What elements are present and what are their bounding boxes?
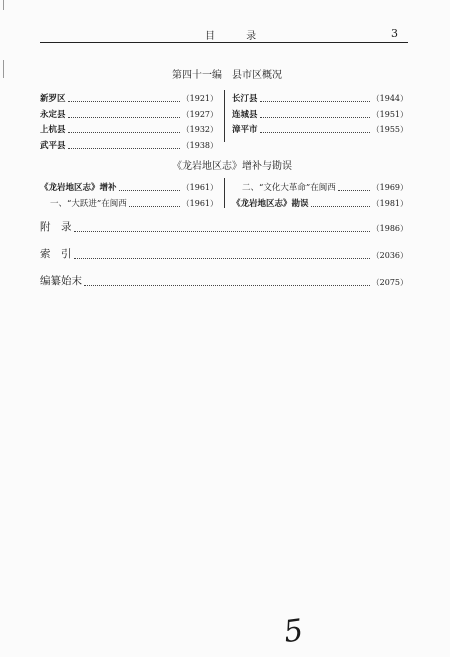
toc-entry[interactable] [40,139,218,151]
entry-label: 新罗区 [40,94,66,104]
entry-page: （1986） [371,224,408,233]
leader-dots [84,284,370,286]
toc-entry[interactable] [232,108,408,120]
leader-dots [260,131,370,133]
leader-dots [260,116,370,118]
column-divider [224,90,225,142]
entry-page: （1961） [181,199,218,208]
entry-page: （1932） [181,125,218,134]
leader-dots [119,189,180,191]
entry-label: 永定县 [40,109,66,120]
leader-dots [74,230,370,232]
toc-entry[interactable] [232,123,408,135]
toc-entry[interactable] [40,197,218,209]
leader-dots [68,100,180,102]
leader-dots [311,205,370,207]
entry-page: （1921） [181,94,218,103]
entry-label: 武平县 [40,140,66,151]
scan-mark [3,60,4,78]
entry-page: （1955） [371,125,408,134]
header-rule [40,42,408,43]
entry-label: 附 录 [40,221,72,233]
leader-dots [68,147,180,149]
entry-page: （1981） [371,199,408,208]
entry-page: （2036） [371,251,408,260]
entry-label: 二、“文化大革命”在闽西 [242,183,336,193]
entry-label: 连城县 [232,109,258,120]
toc-entry[interactable] [232,92,408,104]
entry-label: 漳平市 [232,125,258,135]
toc-entry[interactable] [40,219,408,234]
entry-label: 上杭县 [40,125,66,135]
section-title: 第四十一编 县市区概况 [172,70,282,81]
entry-page: （1969） [371,183,408,192]
toc-column-left [40,181,218,209]
handwritten-page-mark: 5 [281,612,306,651]
entry-label: 《龙岩地区志》增补 [40,183,117,193]
column-divider [224,178,225,208]
entry-page: （1951） [371,109,408,119]
leader-dots [260,100,370,102]
leader-dots [68,131,180,133]
running-header-title: 目 录 [205,31,271,42]
toc-entry[interactable] [40,92,218,104]
toc-entry[interactable] [232,197,408,209]
leader-dots [74,257,370,259]
leader-dots [129,205,180,207]
entry-page: （1927） [181,109,218,119]
toc-column-right [232,181,408,209]
toc-entry[interactable] [40,181,218,193]
toc-column-right [232,92,408,135]
entry-page: （1961） [181,183,218,192]
toc-entry[interactable] [40,273,408,288]
toc-entry[interactable] [40,108,218,120]
entry-label: 《龙岩地区志》勘误 [232,199,309,209]
leader-dots [338,189,370,191]
entry-label: 编纂始末 [40,275,82,287]
entry-label: 长汀县 [232,94,258,104]
leader-dots [68,116,180,118]
entry-page: （1944） [371,94,408,103]
entry-page: （2075） [371,278,408,287]
toc-entry[interactable] [40,123,218,135]
toc-back-matter [40,219,408,288]
entry-label: 一、“大跃进”在闽西 [50,199,127,209]
entry-page: （1938） [181,140,218,150]
toc-entry[interactable] [232,181,408,193]
entry-label: 索 引 [40,248,72,260]
section-title: 《龙岩地区志》增补与勘误 [172,161,292,172]
scan-mark [3,0,4,10]
toc-entry[interactable] [40,246,408,261]
page-number: 3 [391,27,398,40]
toc-column-left [40,92,218,151]
